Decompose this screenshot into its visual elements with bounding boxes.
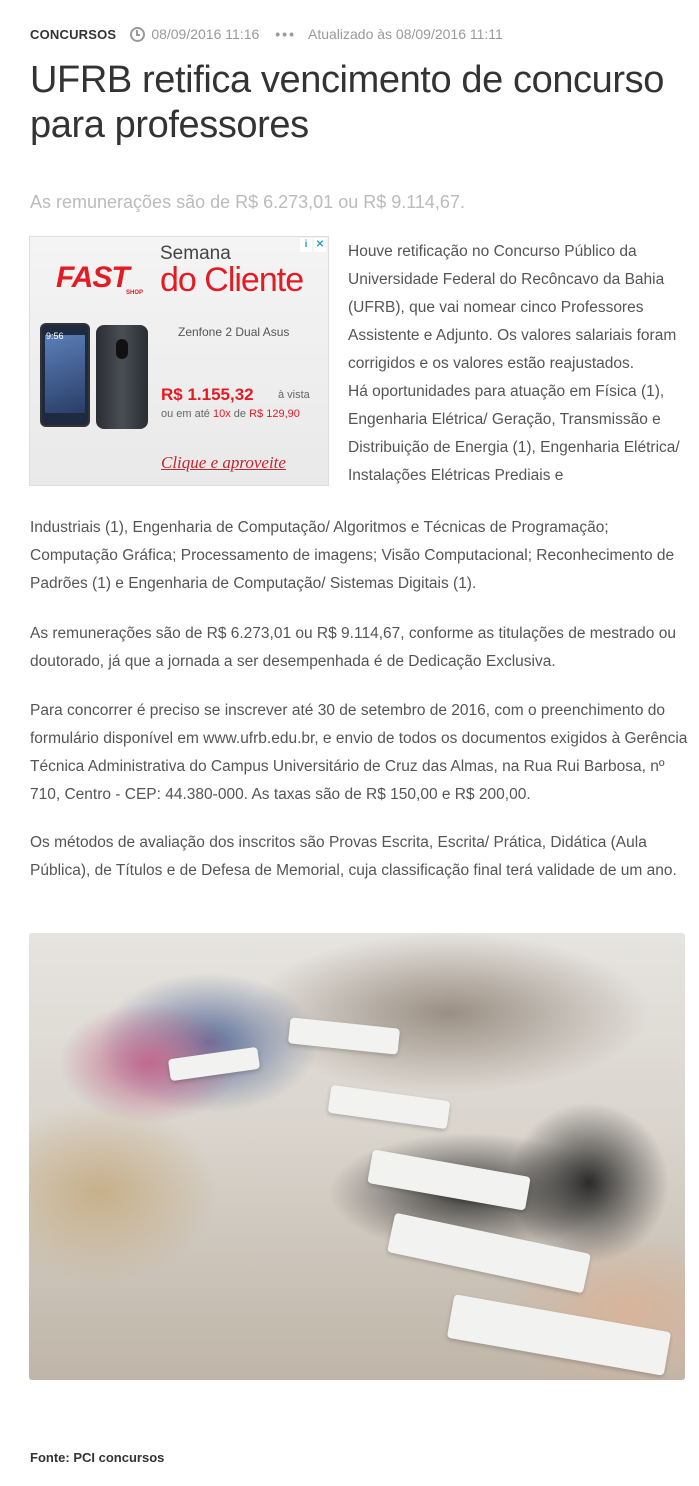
ad-installments: ou em até 10x de R$ 129,90 <box>161 408 300 420</box>
page-title: UFRB retifica vencimento de concurso para professores <box>30 59 664 146</box>
article-lead <box>348 238 688 490</box>
advertisement-banner[interactable] <box>29 236 329 486</box>
salary-paragraph: As remunerações são de R$ 6.273,01 ou R$ 9.114,67, conforme as titulações de mestrado ou doutorado, já que a jornada a ser desempenhada é de Dedicação Exclusiva. <box>30 625 676 670</box>
phone-back-image <box>96 325 148 429</box>
source-credit: Fonte: PCI concursos <box>30 1450 165 1465</box>
clock-icon <box>130 27 145 42</box>
opportunities-paragraph-end: Industriais (1), Engenharia de Computação/ Algoritmos e Técnicas de Programação; Computação Gráfica; Processamento de imagens; Visão Computacional; Reconhecimento de Padrões (1) e Engenharia de Computação/ Sistemas Digitais (1). <box>30 519 675 592</box>
ad-headline-1: Semana <box>160 243 231 264</box>
evaluation-paragraph: Os métodos de avaliação dos inscritos são Provas Escrita, Escrita/ Prática, Didática (Aula Pública), de Títulos e de Defesa de Memorial, cuja classificação final terá validade de um ano. <box>30 834 677 879</box>
brand-sub-text: SHOP <box>126 290 144 296</box>
camera-icon <box>116 339 128 359</box>
article-photo <box>29 933 685 1380</box>
updated-date: Atualizado às 08/09/2016 11:11 <box>307 26 503 42</box>
ad-price: R$ 1.155,32 <box>161 385 254 404</box>
brand-text: FAST <box>56 261 129 294</box>
published-date: 08/09/2016 11:16 <box>151 26 260 42</box>
ad-product-name: Zenfone 2 Dual Asus <box>178 325 290 339</box>
category-label[interactable]: CONCURSOS <box>30 26 117 42</box>
opportunities-paragraph-start: Há oportunidades para atuação em Física (1), Engenharia Elétrica/ Geração, Transmissão e Distribuição de Energia (1), Engenharia Elétrica/ Instalações Elétricas Prediais e <box>348 383 680 484</box>
article-subtitle: As remunerações são de R$ 6.273,01 ou R$ 9.114,67. <box>30 192 465 212</box>
adchoices-badge[interactable] <box>300 238 326 253</box>
more-dots-icon: ••• <box>275 26 296 42</box>
ad-cta-link[interactable]: Clique e aproveite <box>161 453 286 472</box>
lead-paragraph: Houve retificação no Concurso Público da Universidade Federal do Recôncavo da Bahia (UFRB), que vai nomear cinco Professores Assistente e Adjunto. Os valores salariais foram corrigidos e os valores estão reajustados. <box>348 243 677 372</box>
article-meta <box>30 24 503 44</box>
fast-shop-logo <box>56 261 152 301</box>
close-icon[interactable]: ✕ <box>315 239 325 250</box>
phone-time: 9:56 <box>46 331 64 341</box>
info-icon[interactable]: i <box>300 238 312 252</box>
registration-paragraph: Para concorrer é preciso se inscrever até 30 de setembro de 2016, com o preenchimento do formulário disponível em www.ufrb.edu.br, e envio de todos os documentos exigidos à Gerência Técnica Administrativa do Campus Universitário de Cruz das Almas, na Rua Rui Barbosa, nº 710, Centro - CEP: 44.380-000. As taxas são de R$ 150,00 e R$ 200,00. <box>30 702 688 803</box>
ad-headline-2: do Cliente <box>160 261 304 299</box>
ad-price-suffix: à vista <box>278 389 310 401</box>
phone-front-image <box>40 323 90 427</box>
